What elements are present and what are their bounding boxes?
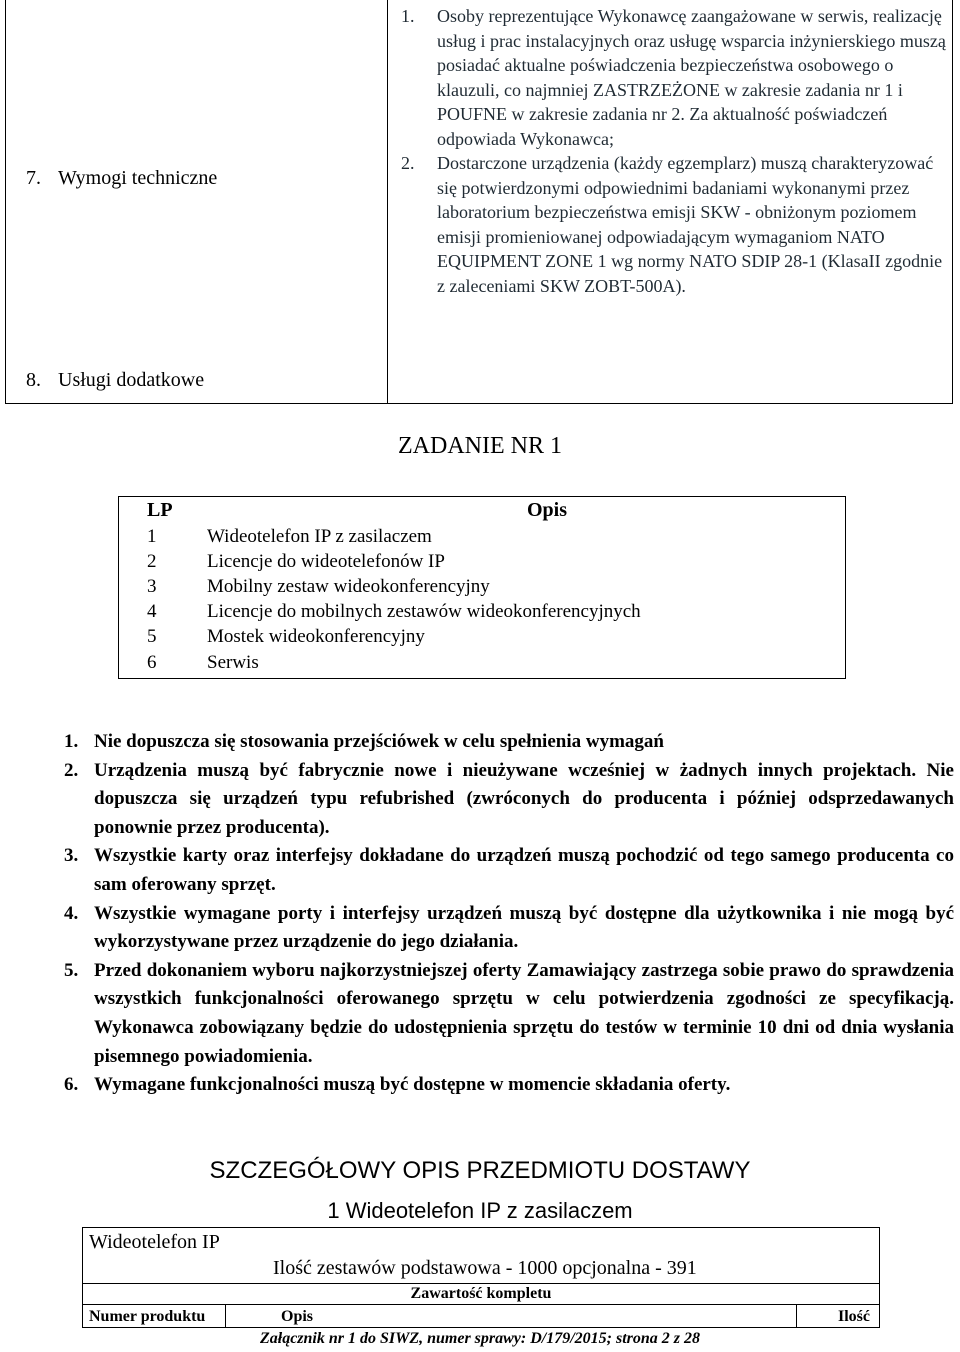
note-item: [64, 842, 954, 899]
note-number: 3.: [64, 845, 79, 867]
note-number: 2.: [64, 759, 79, 781]
row-opis: Licencje do wideotelefonów IP: [207, 551, 445, 572]
row-number: 7.: [26, 167, 41, 189]
row-lp: 4: [147, 601, 157, 622]
task-items-table: [118, 496, 846, 679]
requirement-text: Dostarczone urządzenia (każdy egzemplarz) muszą charakteryzować się potwierdzonymi odpowiednimi badaniami wykonanymi przez laboratorium bezpieczeństwa emisji SKW - obniżonym poziomem emisji promieniowanej odpowiadającym wymaganiom NATO EQUIPMENT ZONE 1 wg normy NATO SDIP 28-1 (KlasaII zgodnie z zaleceniami SKW ZOBT-500A).: [437, 153, 943, 296]
note-item: [64, 957, 954, 1071]
note-text: Wszystkie wymagane porty i interfejsy urządzeń muszą być dostępne dla użytkownika i nie mogą być wykorzystywane przez urządzenie do jego działania.: [94, 902, 954, 953]
row-label: Wymogi techniczne: [58, 167, 218, 189]
requirement-item: [401, 4, 951, 151]
table-row: [119, 549, 845, 574]
column-divider: [387, 0, 388, 403]
table-rule: [796, 1304, 797, 1328]
table-row: [119, 624, 845, 649]
row-label: Usługi dodatkowe: [58, 369, 205, 391]
header-lp: LP: [147, 499, 173, 521]
requirements-table: [5, 0, 953, 404]
table-rule: [83, 1304, 879, 1305]
requirement-number: 1.: [401, 6, 415, 26]
row-lp: 1: [147, 526, 157, 547]
column-header-quantity: Ilość: [838, 1308, 870, 1325]
note-text: Urządzenia muszą być fabrycznie nowe i nieużywane wcześniej w żadnych innych projektach. Nie dopuszcza się urządzeń typu refubrished (zwróconych do producenta i później odsprzedawanych ponownie przez producenta).: [94, 759, 954, 838]
row-label-technical-requirements: [26, 166, 217, 190]
quantity-text: Ilość zestawów podstawowa - 1000 opcjonalna - 391: [273, 1257, 697, 1279]
table-rule: [225, 1304, 226, 1328]
detailed-description-title: SZCZEGÓŁOWY OPIS PRZEDMIOTU DOSTAWY: [209, 1157, 751, 1184]
kit-table: [82, 1227, 880, 1328]
page-footer: Załącznik nr 1 do SIWZ, numer sprawy: D/179/2015; strona 2 z 28: [259, 1330, 701, 1347]
note-item: [64, 1071, 954, 1100]
note-number: 6.: [64, 1074, 79, 1096]
row-label-additional-services: [26, 368, 204, 392]
table-header: [119, 497, 845, 524]
column-header-product-number: Numer produktu: [89, 1308, 206, 1325]
table-row: [119, 574, 845, 599]
row-lp: 6: [147, 652, 157, 673]
note-text: Przed dokonaniem wyboru najkorzystniejszej oferty Zamawiający zastrzega sobie prawo do sprawdzenia wszystkich funkcjonalności oferowanego sprzętu w celu potwierdzenia zgodności ze specyfikacją. Wykonawca zobowiązany będzie do udostępnienia sprzętu do testów w terminie 10 dni od dnia wysłania pisemnego powiadomienia.: [94, 959, 954, 1067]
table-row: [119, 650, 845, 675]
row-number: 8.: [26, 369, 41, 391]
header-opis: Opis: [527, 499, 568, 521]
note-number: 5.: [64, 959, 79, 981]
note-text: Wymagane funkcjonalności muszą być dostępne w momencie składania oferty.: [94, 1074, 731, 1096]
row-lp: 2: [147, 551, 157, 572]
column-header-description: Opis: [281, 1308, 314, 1325]
row-opis: Licencje do mobilnych zestawów wideokonferencyjnych: [207, 601, 641, 622]
row-opis: Serwis: [207, 652, 259, 673]
detailed-description-subtitle: 1 Wideotelefon IP z zasilaczem: [327, 1198, 633, 1223]
note-number: 1.: [64, 731, 79, 752]
note-text: Wszystkie karty oraz interfejsy dokładane do urządzeń muszą pochodzić od tego samego producenta co sam oferowany sprzęt.: [94, 845, 954, 895]
table-row: [119, 599, 845, 624]
requirement-text: Osoby reprezentujące Wykonawcę zaangażowane w serwis, realizację usług i prac instalacyjnych oraz usługę wsparcia inżynierskiego muszą posiadać aktualne poświadczenia bezpieczeństwa osobowego o klauzuli, co najmniej ZASTRZEŻONE w zakresie zadania nr 1 i POUFNE w zakresie zadania nr 2. Za aktualność poświadczeń odpowiada Wykonawca;: [437, 6, 946, 149]
note-item: [64, 900, 954, 957]
note-text: Nie dopuszcza się stosowania przejściówek w celu spełnienia wymagań: [94, 731, 664, 752]
note-number: 4.: [64, 902, 79, 924]
row-opis: Mobilny zestaw wideokonferencyjny: [207, 576, 490, 597]
notes-list: [64, 728, 954, 1100]
row-opis: Mostek wideokonferencyjny: [207, 626, 425, 647]
note-item: [64, 757, 954, 843]
table-row: [119, 524, 845, 549]
requirement-item: [401, 151, 951, 298]
row-lp: 3: [147, 576, 157, 597]
task-title: ZADANIE NR 1: [398, 433, 562, 459]
note-item: [64, 728, 954, 757]
product-name: Wideotelefon IP: [89, 1231, 220, 1253]
kit-contents-header: Zawartość kompletu: [410, 1285, 552, 1302]
requirement-number: 2.: [401, 153, 415, 173]
row-opis: Wideotelefon IP z zasilaczem: [207, 526, 432, 547]
requirements-list: [401, 4, 951, 298]
row-lp: 5: [147, 626, 157, 647]
